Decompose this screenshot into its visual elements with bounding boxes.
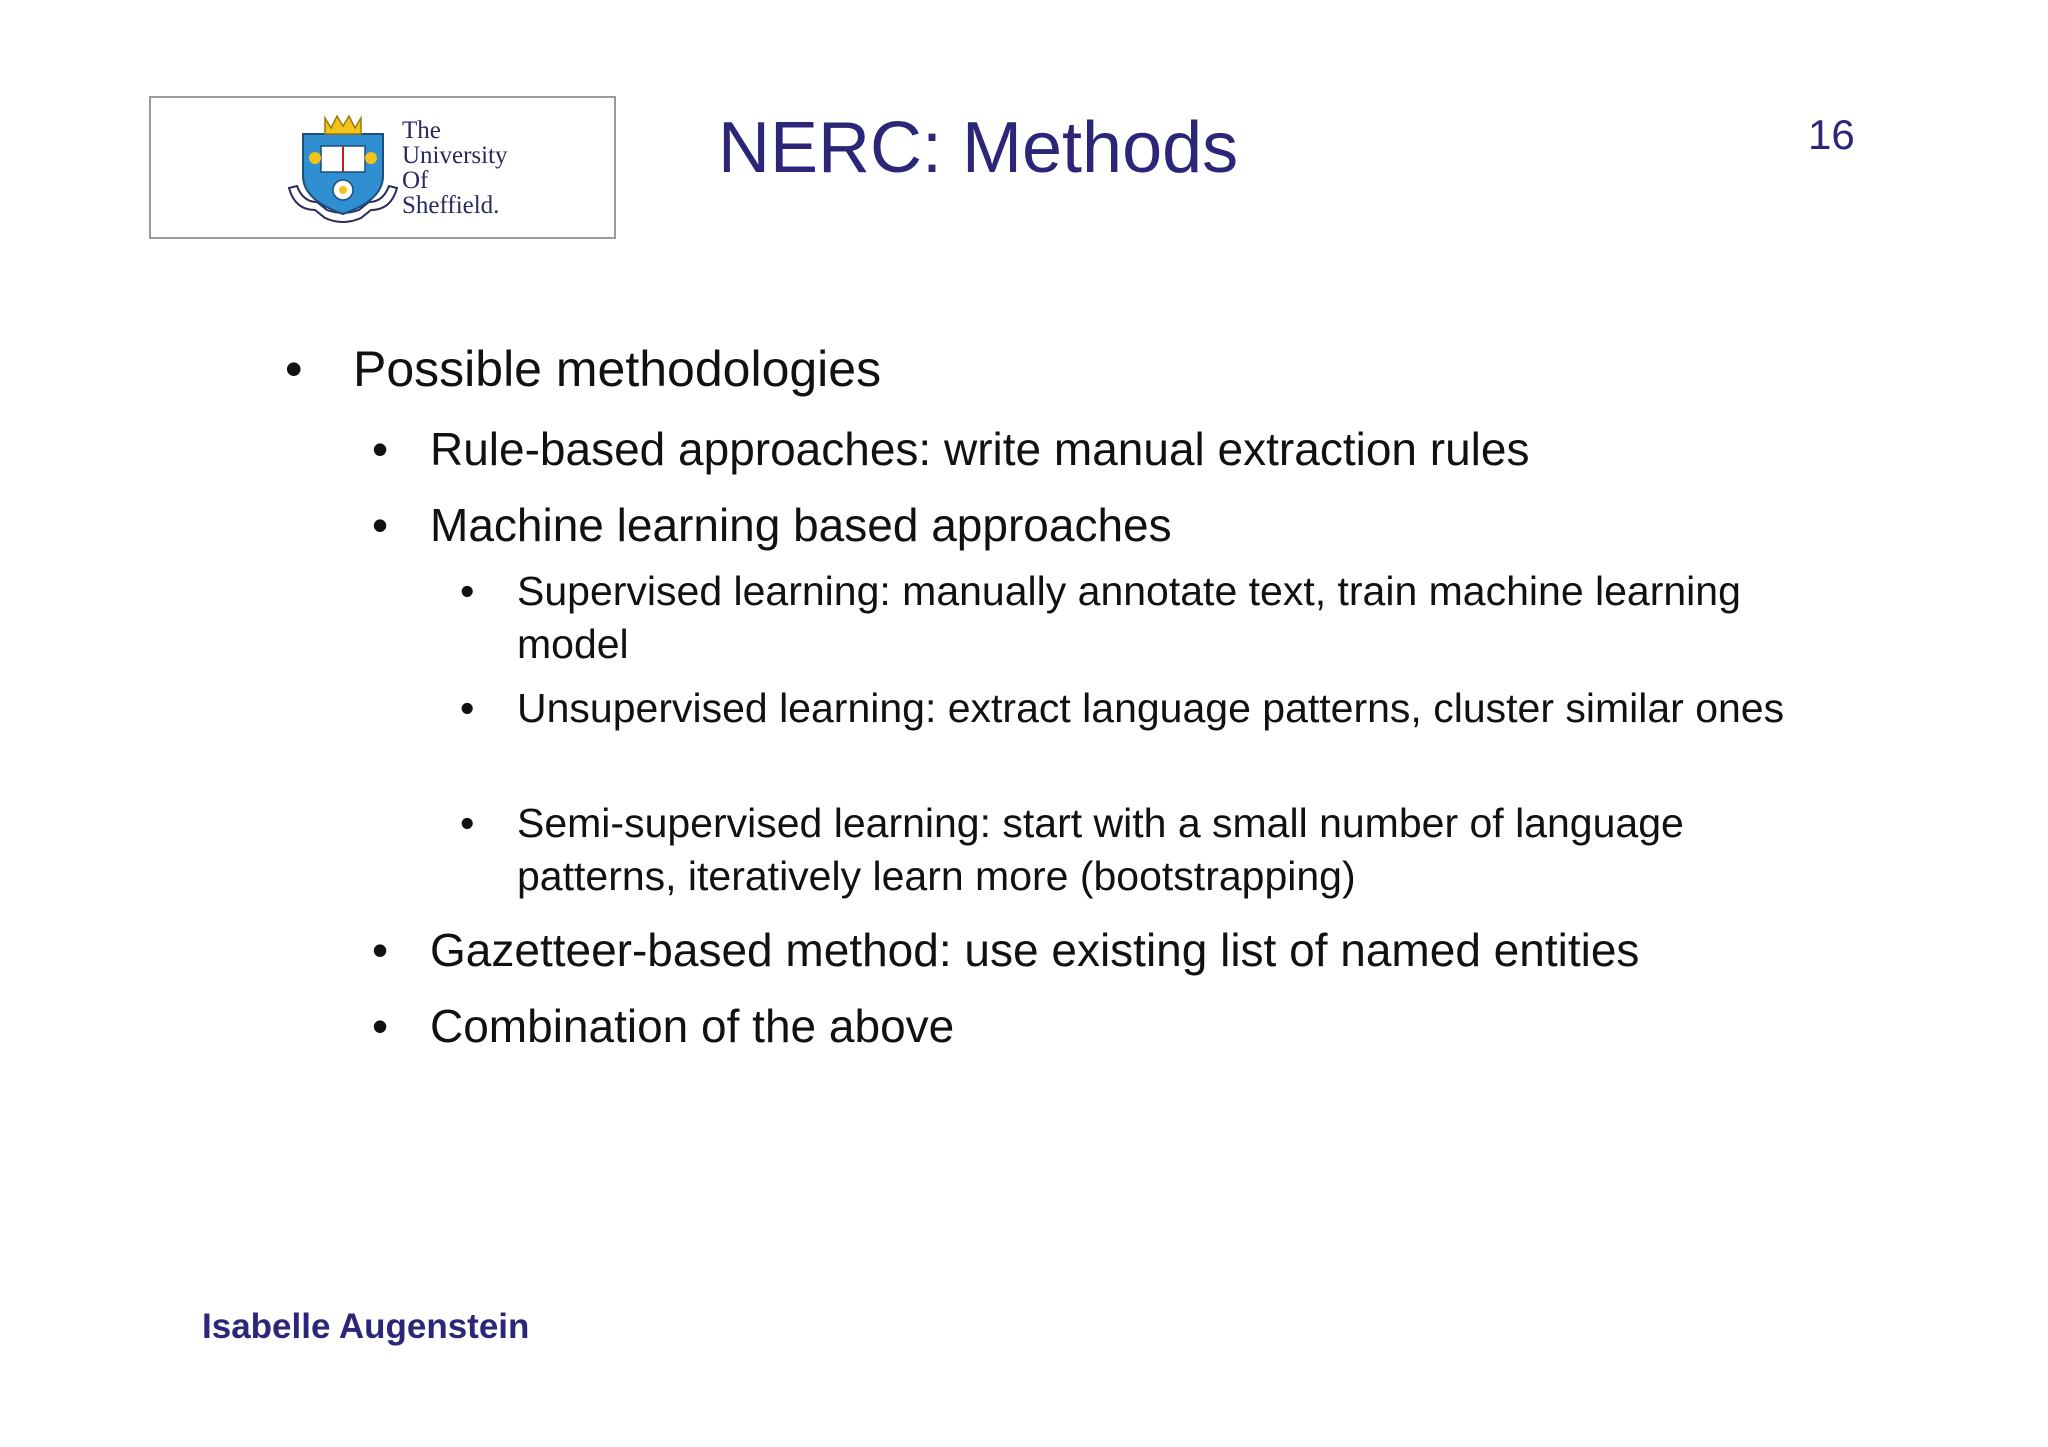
bullet-item bbox=[285, 339, 1853, 399]
bullet-dot-icon: • bbox=[372, 1000, 389, 1052]
bullet-text: Machine learning based approaches bbox=[430, 499, 1172, 551]
bullet-text: Unsupervised learning: extract language patterns, cluster similar ones bbox=[517, 685, 1785, 731]
bullet-item bbox=[372, 497, 1880, 553]
bullet-dot-icon: • bbox=[460, 685, 475, 731]
bullet-dot-icon: • bbox=[460, 800, 475, 846]
logo-line: The bbox=[402, 117, 441, 144]
bullet-item bbox=[460, 565, 1807, 671]
bullet-item bbox=[460, 682, 1807, 735]
bullet-text: Possible methodologies bbox=[353, 341, 882, 397]
bullet-dot-icon: • bbox=[285, 341, 303, 397]
bullet-dot-icon: • bbox=[372, 924, 389, 976]
bullet-text: Semi-supervised learning: start with a small number of language patterns, iteratively learn more (bootstrapping) bbox=[517, 800, 1684, 899]
bullet-item bbox=[372, 421, 1880, 477]
page-number: 16 bbox=[1808, 111, 1855, 158]
bullet-dot-icon: • bbox=[460, 568, 475, 614]
logo-line: University bbox=[402, 142, 508, 169]
logo-wordmark bbox=[402, 118, 508, 218]
bullet-text: Supervised learning: manually annotate text, train machine learning model bbox=[517, 568, 1741, 667]
bullet-item bbox=[460, 797, 1807, 903]
bullet-dot-icon: • bbox=[372, 499, 389, 551]
logo-line: Of bbox=[402, 167, 429, 194]
university-logo bbox=[149, 96, 616, 239]
bullet-item bbox=[372, 922, 1880, 978]
bullet-dot-icon: • bbox=[372, 423, 389, 475]
bullet-text: Combination of the above bbox=[430, 1000, 955, 1052]
bullet-text: Gazetteer-based method: use existing list of named entities bbox=[430, 924, 1640, 976]
slide-title: NERC: Methods bbox=[718, 108, 1239, 188]
author-name: Isabelle Augenstein bbox=[202, 1307, 530, 1346]
logo-line: Sheffield. bbox=[402, 192, 500, 219]
bullet-text: Rule-based approaches: write manual extraction rules bbox=[430, 423, 1530, 475]
bullet-item bbox=[372, 998, 1880, 1054]
university-crest-icon bbox=[285, 114, 401, 226]
